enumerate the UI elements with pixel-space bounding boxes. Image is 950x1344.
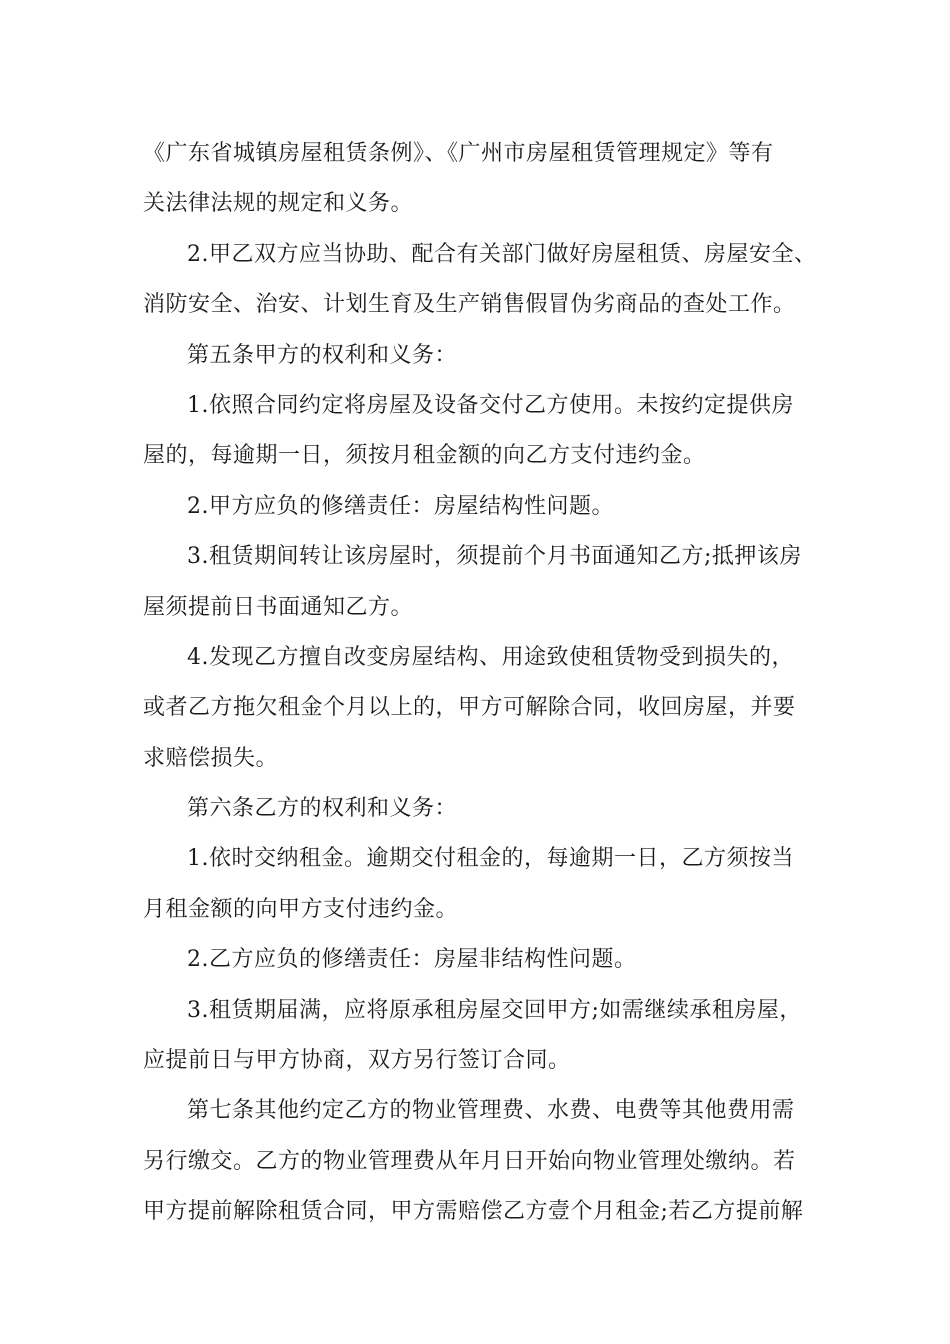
document-body: [143, 129, 823, 1238]
text-line: 屋的，每逾期一日，须按月租金额的向乙方支付违约金。: [143, 443, 706, 469]
text-line: 甲方提前解除租赁合同，甲方需赔偿乙方壹个月租金;若乙方提前解: [143, 1199, 804, 1225]
section-heading: 第六条乙方的权利和义务：: [187, 796, 458, 822]
text-line: 2.甲乙双方应当协助、配合有关部门做好房屋租赁、房屋安全、: [187, 241, 817, 267]
text-line: 另行缴交。乙方的物业管理费从年月日开始向物业管理处缴纳。若: [143, 1148, 796, 1174]
text-line: 2.甲方应负的修缮责任：房屋结构性问题。: [187, 493, 614, 519]
text-line: 屋须提前日书面通知乙方。: [143, 594, 414, 620]
section-heading: 第五条甲方的权利和义务：: [187, 342, 458, 368]
text-line: 1.依照合同约定将房屋及设备交付乙方使用。未按约定提供房: [187, 392, 794, 418]
text-line: 《广东省城镇房屋租赁条例》、《广州市房屋租赁管理规定》等有: [143, 141, 774, 166]
text-line: 3.租赁期届满，应将原承租房屋交回甲方;如需继续承租房屋，: [187, 997, 802, 1023]
text-line: 或者乙方拖欠租金个月以上的，甲方可解除合同，收回房屋，并要: [143, 695, 796, 721]
text-line: 第七条其他约定乙方的物业管理费、水费、电费等其他费用需: [187, 1098, 795, 1124]
text-line: 2.乙方应负的修缮责任：房屋非结构性问题。: [187, 947, 637, 973]
text-line: 3.租赁期间转让该房屋时，须提前个月书面通知乙方;抵押该房: [187, 544, 802, 570]
text-line: 关法律法规的规定和义务。: [143, 191, 414, 217]
text-line: 4.发现乙方擅自改变房屋结构、用途致使租赁物受到损失的，: [187, 644, 794, 670]
text-line: 应提前日与甲方协商，双方另行签订合同。: [143, 1048, 571, 1074]
text-line: 求赔偿损失。: [143, 745, 279, 771]
text-line: 1.依时交纳租金。逾期交付租金的，每逾期一日，乙方须按当: [187, 846, 794, 872]
text-line: 月租金额的向甲方支付违约金。: [143, 896, 459, 922]
text-line: 消防安全、治安、计划生育及生产销售假冒伪劣商品的查处工作。: [143, 292, 796, 318]
